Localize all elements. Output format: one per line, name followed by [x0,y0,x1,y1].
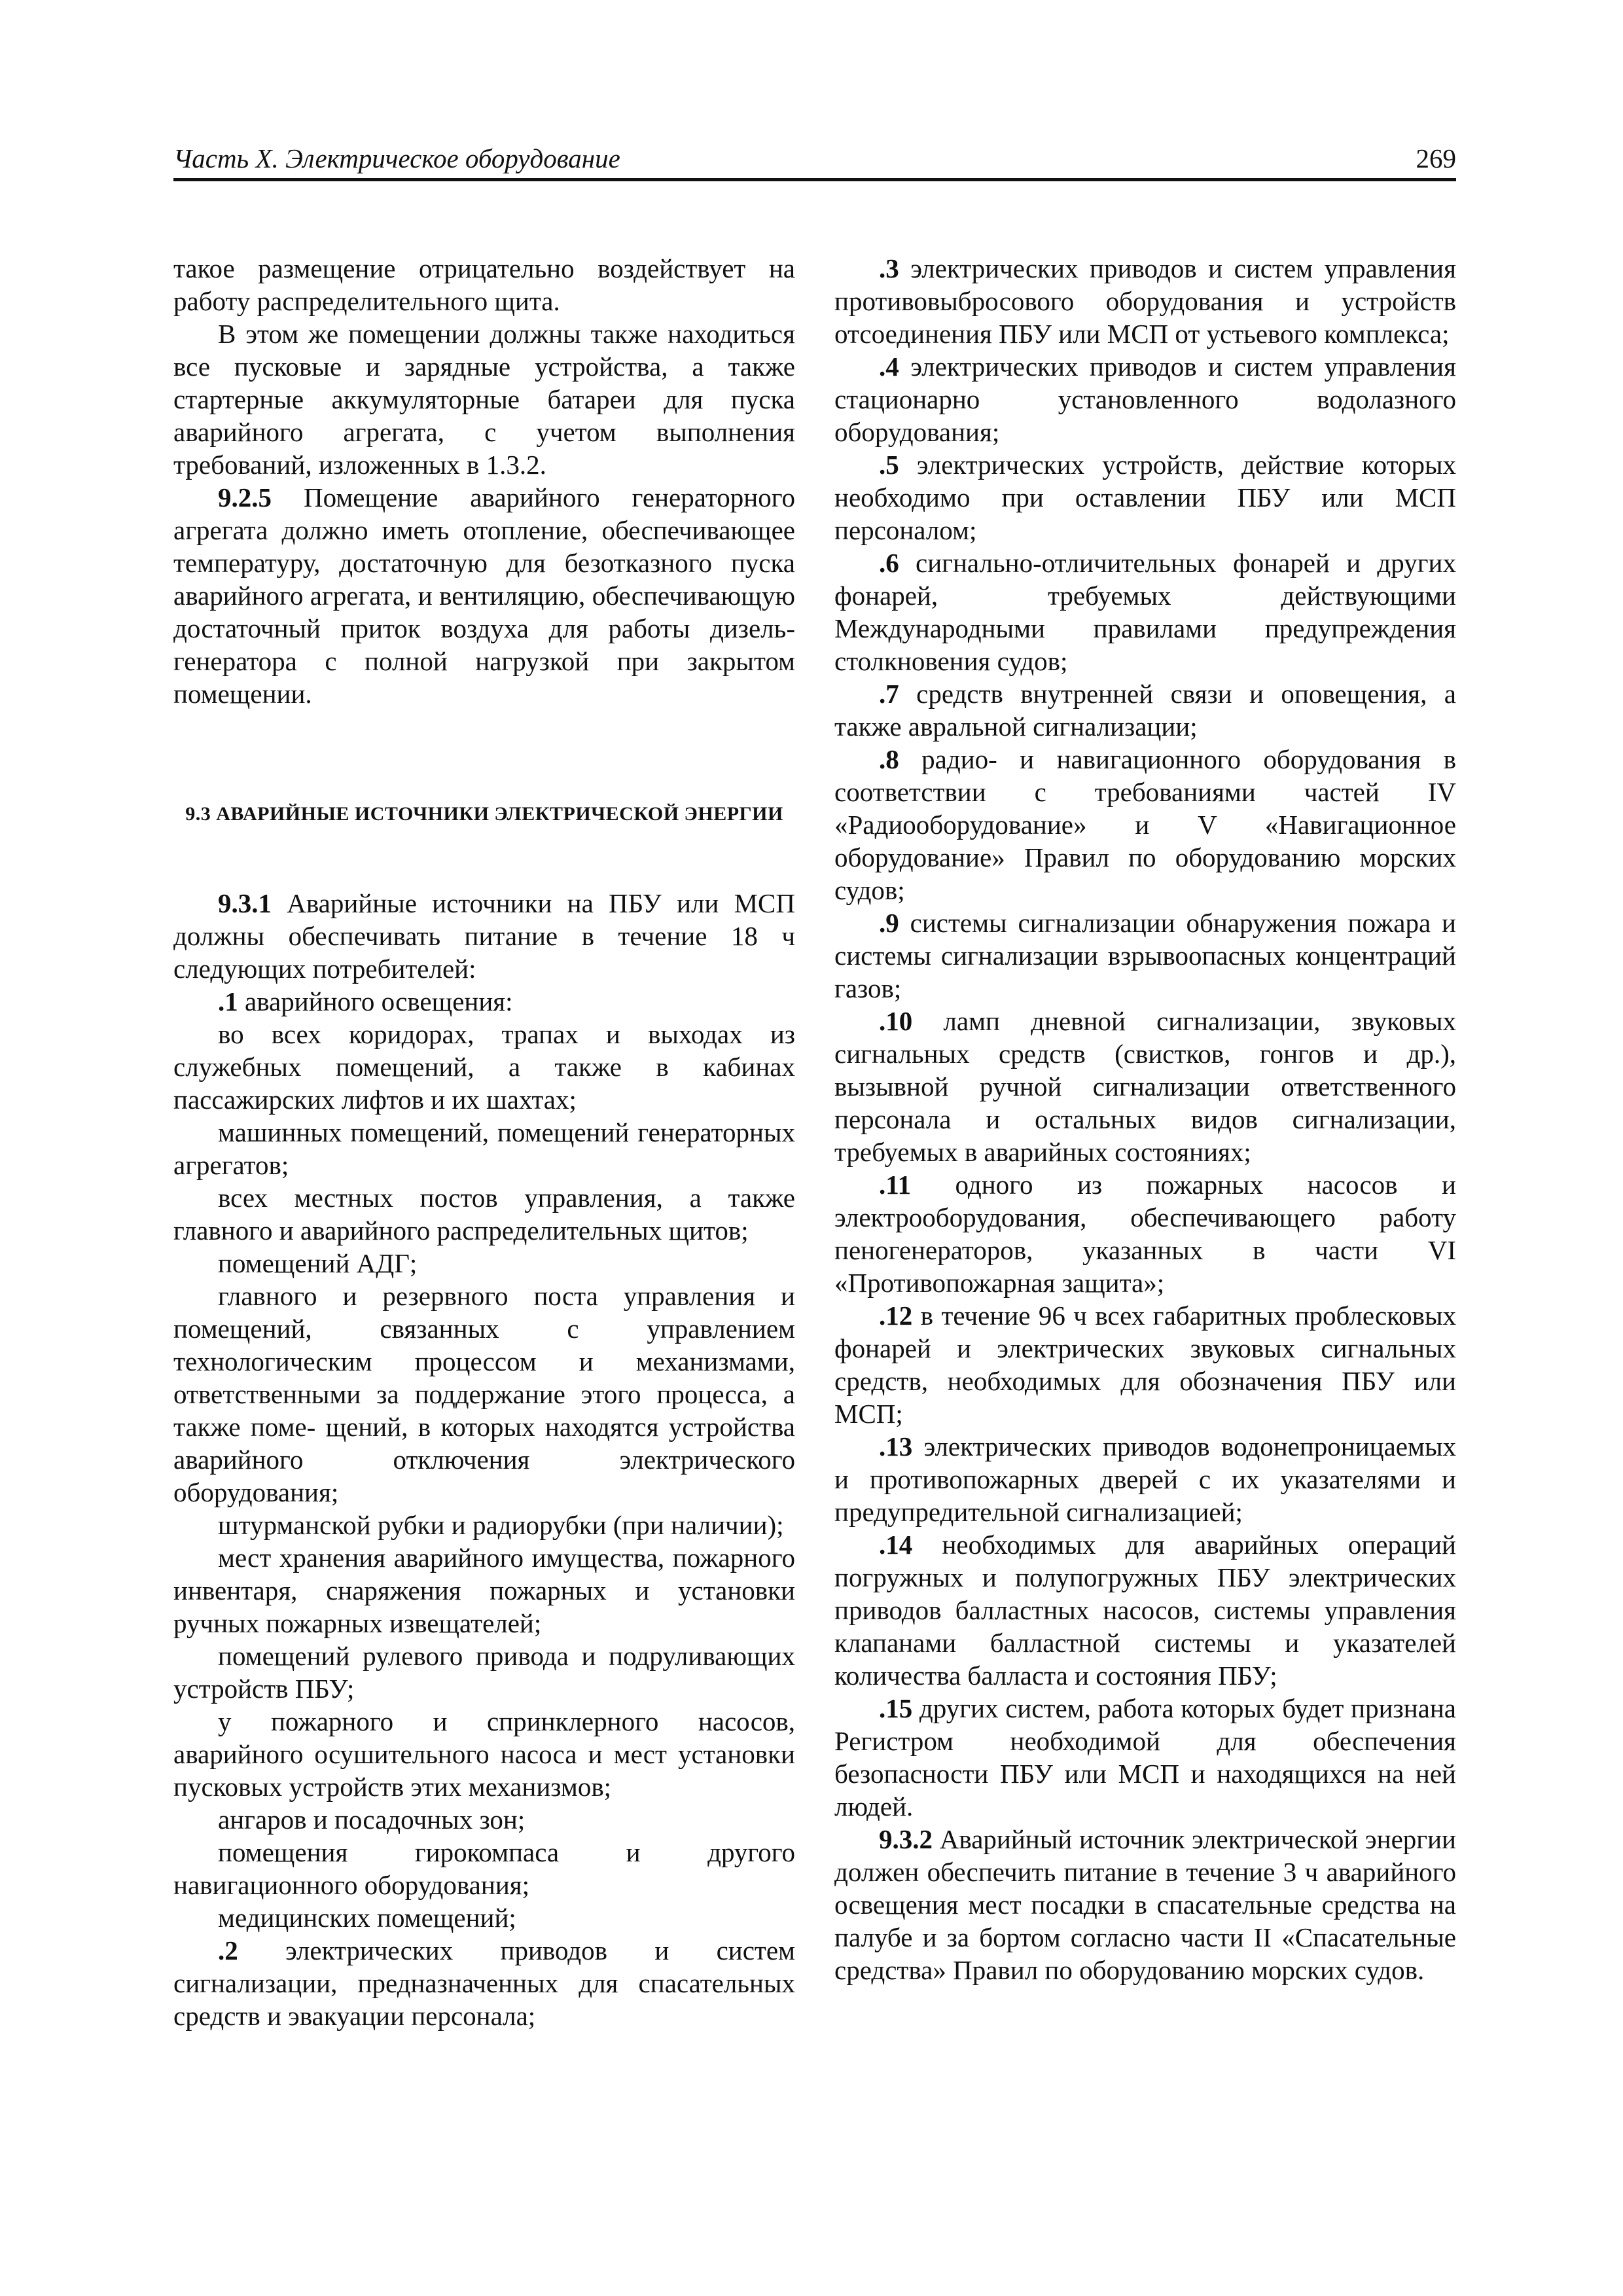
item-text: электрических приводов водонепроницаемых и противопожарных дверей с их указателями и предупредительной сигнализацией; [834,1431,1456,1527]
list-item-3 [834,252,1456,350]
clause-9-2-5 [173,481,795,710]
item-number: .5 [879,450,899,480]
item-number: .13 [879,1431,913,1462]
list-item-7 [834,677,1456,743]
running-header-title: Часть X. Электрическое оборудование [173,143,620,173]
clause-number: 9.3.1 [218,888,272,918]
clause-text: Помещение аварийного генераторного агрегата должно иметь отопление, обеспечивающее температуру, достаточную для безотказного пуска аварийного агрегата, и вентиляцию, обеспечивающую достаточный приток воздуха для работы дизель-генератора с полной нагрузкой при закрытом помещении. [173,482,795,709]
sub-item: у пожарного и спринклерного насосов, аварийного осушительного насоса и мест установки пусковых устройств этих механизмов; [173,1706,795,1802]
item-number: .14 [879,1530,913,1560]
item-number: .7 [879,679,899,709]
item-number: .2 [218,1935,238,1965]
sub-item: машинных помещений, помещений генераторных агрегатов; [173,1117,795,1180]
item-text: других систем, работа которых будет признана Регистром необходимой для обеспечения безопасности ПБУ или МСП и находящихся на ней людей. [834,1693,1456,1821]
item-number: .3 [879,253,899,283]
item-text: ламп дневной сигнализации, звуковых сигнальных средств (свистков, гонгов и др.), вызывной ручной сигнализации ответственного персонала и остальных видов сигнализации, требуемых в аварийных состояниях; [834,1006,1456,1167]
item-number: .11 [879,1170,911,1200]
list-item-10 [834,1005,1456,1168]
item-number: .6 [879,548,899,578]
item-number: .8 [879,744,899,774]
sub-item: всех местных постов управления, а также главного и аварийного распределительных щитов; [173,1183,795,1246]
item-text: сигнально-отличительных фонарей и других фонарей, требуемых действующими Международными правилами предупреждения столкновения судов; [834,548,1456,676]
sub-item: ангаров и посадочных зон; [218,1804,526,1835]
item-text: электрических приводов и систем управления стационарно установленного водолазного оборудования; [834,351,1456,447]
list-item-5 [834,448,1456,547]
clause-text: Аварийный источник электрической энергии должен обеспечить питание в течение 3 ч аварийного освещения мест посадки в спасательные средства на палубе и за бортом согласно части II «Спасательные средства» Правил по оборудованию морских судов. [834,1824,1456,1985]
sub-item: помещений рулевого привода и подруливающих устройств ПБУ; [173,1641,795,1704]
item-text: электрических устройств, действие которых необходимо при оставлении ПБУ или МСП персоналом; [834,450,1456,545]
list-item-15 [834,1692,1456,1823]
item-number: .12 [879,1300,913,1331]
clause-number: 9.2.5 [218,482,272,512]
sub-item: главного и резервного поста управления и помещений, связанных с управлением технологическим процессом и механизмами, ответственными за поддержание этого процесса, а также поме- щений, в которых находятся устройства аварийного отключения электрического оборудования; [173,1281,795,1507]
item-text: в течение 96 ч всех габаритных проблесковых фонарей и электрических звуковых сигнальных средств, необходимых для обозначения ПБУ или МСП; [834,1300,1456,1429]
sub-item: помещений АДГ; [218,1248,418,1278]
clause-text: Аварийные источники на ПБУ или МСП должны обеспечивать питание в течение 18 ч следующих потребителей: [173,888,795,984]
right-column [834,252,1456,1986]
item-number: .1 [218,986,238,1016]
list-item-9 [834,906,1456,1005]
list-item-4 [834,350,1456,448]
list-item-14 [834,1528,1456,1692]
sub-item: медицинских помещений; [218,1903,516,1933]
item-number: .15 [879,1693,913,1723]
list-item-13 [834,1430,1456,1528]
page-number: 269 [1416,143,1456,173]
sub-item: во всех коридорах, трапах и выходах из служебных помещений, а также в кабинах пассажирских лифтов и их шахтах; [173,1019,795,1115]
list-item-11 [834,1168,1456,1299]
list-item-12 [834,1299,1456,1430]
list-item-1 [173,985,795,1018]
list-item-2 [173,1934,795,2032]
item-text: электрических приводов и систем управления противовыбросового оборудования и устройств отсоединения ПБУ или МСП от устьевого комплекса; [834,253,1456,349]
sub-item: помещения гирокомпаса и другого навигационного оборудования; [173,1837,795,1900]
item-number: .10 [879,1006,913,1036]
item-text: аварийного освещения: [238,986,513,1016]
item-number: .4 [879,351,899,382]
item-text: радио- и навигационного оборудования в соответствии с требованиями частей IV «Радиооборудование» и V «Навигационное оборудование» Правил по оборудованию морских судов; [834,744,1456,905]
clause-9-3-1 [173,887,795,985]
item-text: одного из пожарных насосов и электрооборудования, обеспечивающего работу пеногенераторов, указанных в части VI «Противопожарная защита»; [834,1170,1456,1298]
item-text: системы сигнализации обнаружения пожара и системы сигнализации взрывоопасных концентраций газов; [834,908,1456,1003]
clause-number: 9.3.2 [879,1824,933,1854]
clause-9-3-2 [834,1823,1456,1986]
header-rule [173,178,1456,181]
section-heading: 9.3 АВАРИЙНЫЕ ИСТОЧНИКИ ЭЛЕКТРИЧЕСКОЙ ЭНЕРГИИ [185,803,783,825]
item-text: средств внутренней связи и оповещения, а также авральной сигнализации; [834,679,1456,742]
sub-item: мест хранения аварийного имущества, пожарного инвентаря, снаряжения пожарных и установки ручных пожарных извещателей; [173,1543,795,1638]
list-item-8 [834,743,1456,906]
item-text: электрических приводов и систем сигнализации, предназначенных для спасательных средств и эвакуации персонала; [173,1935,795,2031]
sub-item: штурманской рубки и радиорубки (при наличии); [218,1510,784,1540]
left-column [173,252,795,2032]
list-item-6 [834,547,1456,677]
item-text: необходимых для аварийных операций погружных и полупогружных ПБУ электрических приводов балластных насосов, системы управления клапанами балластной системы и указателей количества балласта и состояния ПБУ; [834,1530,1456,1691]
paragraph: В этом же помещении должны также находиться все пусковые и зарядные устройства, а также стартерные аккумуляторные батареи для пуска аварийного агрегата, с учетом выполнения требований, изложенных в 1.3.2. [173,319,795,480]
running-header [173,139,1456,178]
item-number: .9 [879,908,899,938]
paragraph: такое размещение отрицательно воздействует на работу распределительного щита. [173,253,795,316]
